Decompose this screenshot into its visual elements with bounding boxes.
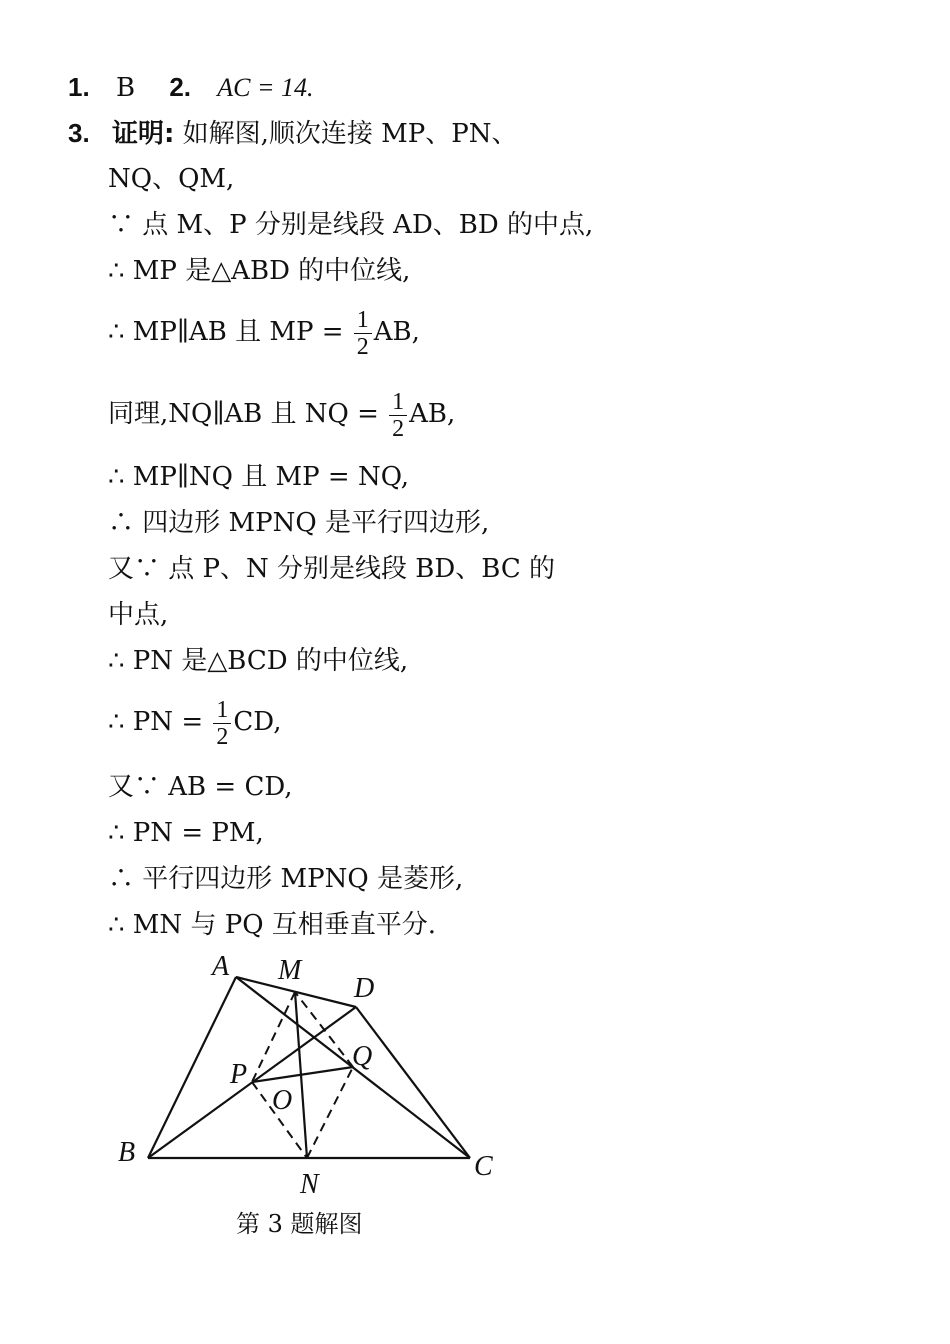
line5-tail: AB, — [373, 317, 420, 347]
label-c: C — [474, 1151, 493, 1182]
q3-line-11: ∴ PN 是△BCD 的中位线, — [108, 646, 409, 676]
q3-line-16: ∴ MN 与 PQ 互相垂直平分. — [108, 910, 437, 940]
segment-nq — [307, 1067, 353, 1158]
q3-line-3: ∵ 点 M、P 分别是线段 AD、BD 的中点, — [108, 210, 594, 240]
geometry-figure — [100, 945, 520, 1205]
line12-tail: CD, — [233, 707, 282, 737]
q1-number: 1. — [68, 72, 90, 102]
q3-line-9: 又∵ 点 P、N 分别是线段 BD、BC 的 — [108, 554, 556, 584]
q3-line-2: NQ、QM, — [108, 164, 235, 194]
q3-line-8: ∴ 四边形 MPNQ 是平行四边形, — [108, 508, 490, 538]
half-fraction — [354, 307, 372, 360]
fraction-denominator: 2 — [216, 723, 229, 750]
q3-line-12 — [108, 692, 281, 752]
fraction-numerator: 1 — [354, 307, 372, 334]
label-d: D — [354, 973, 375, 1004]
line6-tail: AB, — [409, 399, 456, 429]
line12-text: ∴ PN = — [108, 707, 204, 737]
q3-line-5 — [108, 302, 420, 362]
q3-line-10: 中点, — [108, 600, 169, 630]
label-o: O — [272, 1085, 293, 1116]
q3-line-6 — [108, 384, 455, 444]
proof-label: 证明: — [111, 119, 175, 149]
fraction-numerator: 1 — [389, 389, 407, 416]
q2-number: 2. — [169, 72, 192, 102]
label-m: M — [278, 955, 302, 986]
segment-ab — [148, 977, 236, 1158]
half-fraction — [213, 697, 231, 750]
label-a: A — [212, 951, 230, 982]
figure-caption: 第 3 题解图 — [236, 1210, 363, 1238]
fraction-numerator: 1 — [213, 697, 231, 724]
q3-line-1 — [68, 118, 518, 149]
q3-line-15: ∴ 平行四边形 MPNQ 是菱形, — [108, 864, 464, 894]
q1-answer: B — [115, 73, 136, 103]
fraction-denominator: 2 — [356, 333, 369, 360]
label-q: Q — [352, 1041, 373, 1072]
segment-pq — [252, 1067, 353, 1082]
answers-line — [68, 72, 314, 103]
label-n: N — [300, 1169, 319, 1200]
proof-text: 如解图,顺次连接 MP、PN、 — [182, 119, 518, 149]
q3-number: 3. — [68, 118, 90, 148]
label-p: P — [230, 1059, 248, 1090]
q2-answer: AC = 14. — [217, 73, 314, 102]
q3-line-7: ∴ MP∥NQ 且 MP = NQ, — [108, 462, 409, 492]
line6-text: 同理,NQ∥AB 且 NQ = — [108, 399, 379, 429]
fraction-denominator: 2 — [392, 415, 405, 442]
label-b: B — [118, 1137, 136, 1168]
q3-line-4: ∴ MP 是△ABD 的中位线, — [108, 256, 411, 286]
q3-line-14: ∴ PN = PM, — [108, 818, 264, 848]
half-fraction — [389, 389, 407, 442]
line5-text: ∴ MP∥AB 且 MP = — [108, 317, 344, 347]
q3-line-13: 又∵ AB = CD, — [108, 772, 293, 802]
